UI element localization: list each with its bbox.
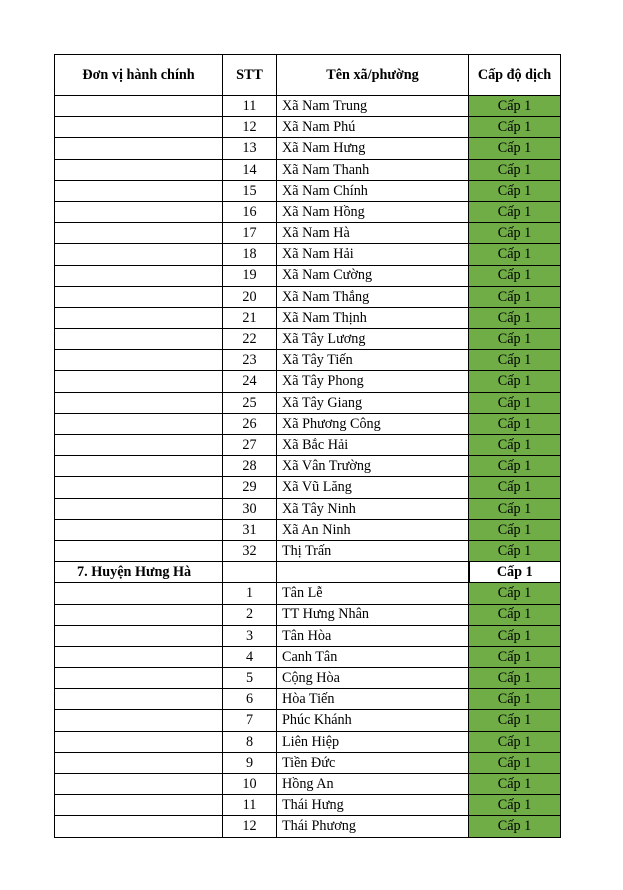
name-cell: Xã Nam Hưng (277, 138, 469, 159)
table-row (55, 519, 561, 540)
unit-cell (55, 392, 223, 413)
unit-cell (55, 138, 223, 159)
table-row (55, 201, 561, 222)
header-row (55, 55, 561, 96)
table-row (55, 159, 561, 180)
unit-cell (55, 540, 223, 561)
unit-cell (55, 816, 223, 837)
stt-cell: 14 (223, 159, 277, 180)
table-row (55, 117, 561, 138)
level-cell: Cấp 1 (469, 795, 561, 816)
name-cell (277, 562, 469, 583)
table-row (55, 731, 561, 752)
header-level: Cấp độ dịch (469, 55, 561, 96)
stt-cell: 13 (223, 138, 277, 159)
table-row (55, 244, 561, 265)
stt-cell: 27 (223, 435, 277, 456)
unit-cell (55, 265, 223, 286)
level-cell: Cấp 1 (469, 752, 561, 773)
name-cell: Hòa Tiến (277, 689, 469, 710)
table-row (55, 435, 561, 456)
table-row (55, 392, 561, 413)
name-cell: Tiền Đức (277, 752, 469, 773)
stt-cell: 20 (223, 286, 277, 307)
name-cell: Thái Phương (277, 816, 469, 837)
table-row (55, 286, 561, 307)
level-cell: Cấp 1 (469, 371, 561, 392)
unit-cell (55, 371, 223, 392)
level-cell: Cấp 1 (469, 392, 561, 413)
stt-cell: 16 (223, 201, 277, 222)
name-cell: Thị Trấn (277, 540, 469, 561)
unit-cell (55, 689, 223, 710)
stt-cell: 22 (223, 329, 277, 350)
stt-cell: 7 (223, 710, 277, 731)
table-row (55, 371, 561, 392)
table-body (55, 96, 561, 838)
level-cell: Cấp 1 (469, 329, 561, 350)
name-cell: Thái Hưng (277, 795, 469, 816)
level-cell: Cấp 1 (469, 689, 561, 710)
name-cell: Xã Nam Thanh (277, 159, 469, 180)
name-cell: Xã An Ninh (277, 519, 469, 540)
level-cell: Cấp 1 (469, 286, 561, 307)
stt-cell: 31 (223, 519, 277, 540)
level-cell: Cấp 1 (469, 96, 561, 117)
table-row (55, 625, 561, 646)
name-cell: Xã Vân Trường (277, 456, 469, 477)
level-cell: Cấp 1 (469, 583, 561, 604)
unit-cell (55, 456, 223, 477)
level-cell: Cấp 1 (469, 265, 561, 286)
level-cell: Cấp 1 (469, 562, 561, 583)
table-row (55, 498, 561, 519)
name-cell: Xã Tây Tiến (277, 350, 469, 371)
level-cell: Cấp 1 (469, 223, 561, 244)
unit-cell (55, 286, 223, 307)
header-name: Tên xã/phường (277, 55, 469, 96)
level-cell: Cấp 1 (469, 138, 561, 159)
stt-cell: 29 (223, 477, 277, 498)
name-cell: Canh Tân (277, 646, 469, 667)
stt-cell (223, 562, 277, 583)
table-row (55, 223, 561, 244)
unit-cell (55, 435, 223, 456)
level-cell: Cấp 1 (469, 350, 561, 371)
stt-cell: 26 (223, 413, 277, 434)
name-cell: Xã Nam Trung (277, 96, 469, 117)
name-cell: Xã Nam Chính (277, 180, 469, 201)
level-cell: Cấp 1 (469, 519, 561, 540)
unit-cell (55, 159, 223, 180)
level-cell: Cấp 1 (469, 435, 561, 456)
name-cell: Xã Phương Công (277, 413, 469, 434)
stt-cell: 1 (223, 583, 277, 604)
level-cell: Cấp 1 (469, 731, 561, 752)
table-row (55, 96, 561, 117)
stt-cell: 24 (223, 371, 277, 392)
unit-cell (55, 604, 223, 625)
name-cell: Xã Tây Phong (277, 371, 469, 392)
unit-cell (55, 201, 223, 222)
stt-cell: 11 (223, 96, 277, 117)
unit-cell (55, 96, 223, 117)
level-cell: Cấp 1 (469, 180, 561, 201)
table-row (55, 265, 561, 286)
name-cell: Phúc Khánh (277, 710, 469, 731)
level-cell: Cấp 1 (469, 307, 561, 328)
level-cell: Cấp 1 (469, 159, 561, 180)
unit-cell (55, 774, 223, 795)
table-row (55, 752, 561, 773)
stt-cell: 9 (223, 752, 277, 773)
unit-cell (55, 625, 223, 646)
epidemic-level-table (54, 54, 561, 838)
stt-cell: 15 (223, 180, 277, 201)
table-row (55, 413, 561, 434)
unit-cell: 7. Huyện Hưng Hà (55, 562, 223, 583)
unit-cell (55, 795, 223, 816)
name-cell: Xã Nam Phú (277, 117, 469, 138)
stt-cell: 28 (223, 456, 277, 477)
stt-cell: 23 (223, 350, 277, 371)
unit-cell (55, 477, 223, 498)
unit-cell (55, 413, 223, 434)
level-cell: Cấp 1 (469, 710, 561, 731)
stt-cell: 32 (223, 540, 277, 561)
group-row (55, 562, 561, 583)
unit-cell (55, 329, 223, 350)
name-cell: Xã Nam Thắng (277, 286, 469, 307)
stt-cell: 30 (223, 498, 277, 519)
table-row (55, 307, 561, 328)
stt-cell: 17 (223, 223, 277, 244)
level-cell: Cấp 1 (469, 456, 561, 477)
name-cell: Xã Tây Giang (277, 392, 469, 413)
stt-cell: 25 (223, 392, 277, 413)
table-row (55, 350, 561, 371)
unit-cell (55, 731, 223, 752)
stt-cell: 21 (223, 307, 277, 328)
name-cell: Tân Hòa (277, 625, 469, 646)
stt-cell: 18 (223, 244, 277, 265)
table-row (55, 795, 561, 816)
table-row (55, 329, 561, 350)
table-row (55, 456, 561, 477)
stt-cell: 2 (223, 604, 277, 625)
stt-cell: 8 (223, 731, 277, 752)
header-unit: Đơn vị hành chính (55, 55, 223, 96)
table-row (55, 540, 561, 561)
unit-cell (55, 180, 223, 201)
name-cell: Xã Nam Hồng (277, 201, 469, 222)
stt-cell: 5 (223, 668, 277, 689)
level-cell: Cấp 1 (469, 604, 561, 625)
stt-cell: 6 (223, 689, 277, 710)
unit-cell (55, 350, 223, 371)
table-row (55, 816, 561, 837)
name-cell: Xã Nam Hải (277, 244, 469, 265)
table-header (55, 55, 561, 96)
table-row (55, 604, 561, 625)
table-row (55, 583, 561, 604)
unit-cell (55, 244, 223, 265)
unit-cell (55, 223, 223, 244)
level-cell: Cấp 1 (469, 477, 561, 498)
name-cell: Xã Nam Thịnh (277, 307, 469, 328)
unit-cell (55, 752, 223, 773)
level-cell: Cấp 1 (469, 498, 561, 519)
unit-cell (55, 307, 223, 328)
unit-cell (55, 668, 223, 689)
stt-cell: 4 (223, 646, 277, 667)
level-cell: Cấp 1 (469, 625, 561, 646)
stt-cell: 12 (223, 816, 277, 837)
stt-cell: 19 (223, 265, 277, 286)
table-row (55, 180, 561, 201)
level-cell: Cấp 1 (469, 201, 561, 222)
table-row (55, 477, 561, 498)
table-row (55, 774, 561, 795)
unit-cell (55, 117, 223, 138)
level-cell: Cấp 1 (469, 646, 561, 667)
name-cell: TT Hưng Nhân (277, 604, 469, 625)
level-cell: Cấp 1 (469, 774, 561, 795)
table-row (55, 138, 561, 159)
name-cell: Xã Nam Cường (277, 265, 469, 286)
level-cell: Cấp 1 (469, 540, 561, 561)
stt-cell: 3 (223, 625, 277, 646)
table-row (55, 668, 561, 689)
table-row (55, 646, 561, 667)
name-cell: Liên Hiệp (277, 731, 469, 752)
name-cell: Cộng Hòa (277, 668, 469, 689)
unit-cell (55, 519, 223, 540)
name-cell: Xã Nam Hà (277, 223, 469, 244)
level-cell: Cấp 1 (469, 816, 561, 837)
level-cell: Cấp 1 (469, 668, 561, 689)
level-cell: Cấp 1 (469, 244, 561, 265)
level-cell: Cấp 1 (469, 117, 561, 138)
table-row (55, 689, 561, 710)
unit-cell (55, 646, 223, 667)
stt-cell: 10 (223, 774, 277, 795)
name-cell: Tân Lễ (277, 583, 469, 604)
level-cell: Cấp 1 (469, 413, 561, 434)
name-cell: Xã Vũ Lăng (277, 477, 469, 498)
unit-cell (55, 583, 223, 604)
table-row (55, 710, 561, 731)
unit-cell (55, 710, 223, 731)
name-cell: Hồng An (277, 774, 469, 795)
stt-cell: 11 (223, 795, 277, 816)
name-cell: Xã Bắc Hải (277, 435, 469, 456)
header-stt: STT (223, 55, 277, 96)
unit-cell (55, 498, 223, 519)
stt-cell: 12 (223, 117, 277, 138)
name-cell: Xã Tây Ninh (277, 498, 469, 519)
name-cell: Xã Tây Lương (277, 329, 469, 350)
